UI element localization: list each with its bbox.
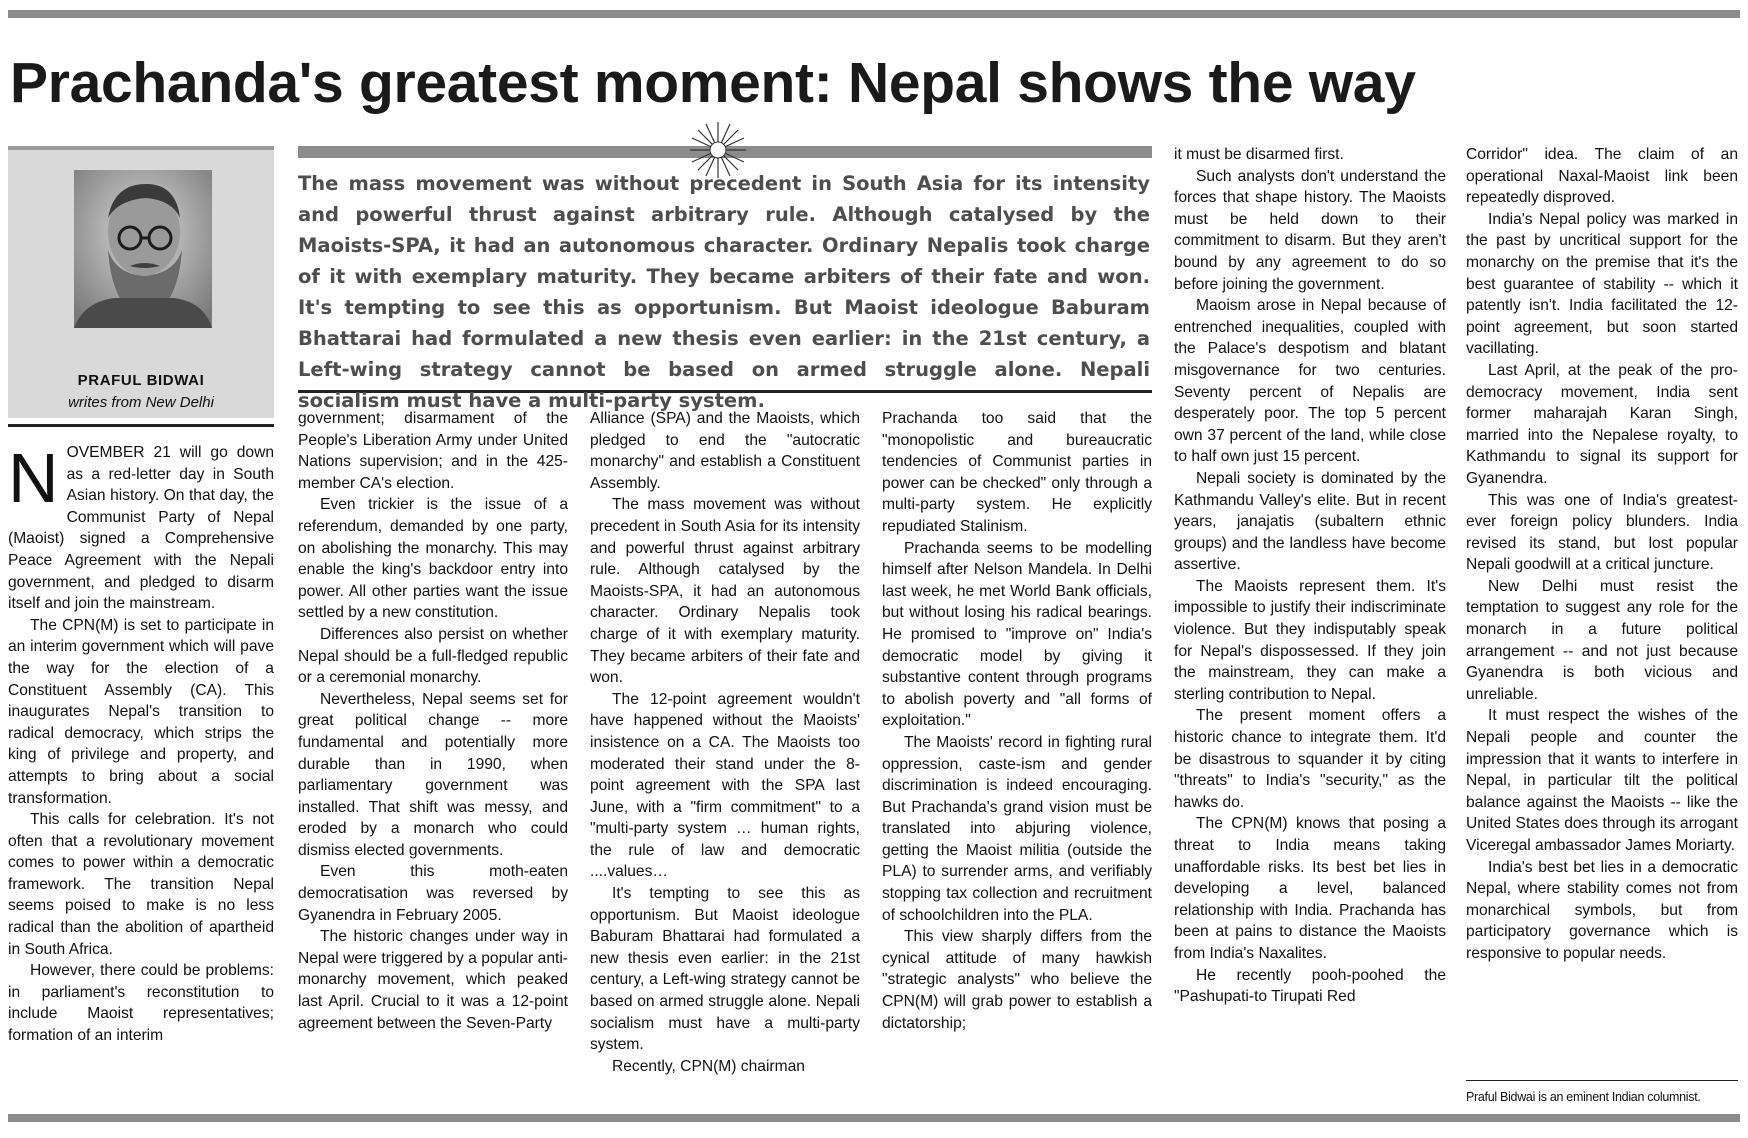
footer-separator-rule xyxy=(1466,1080,1738,1081)
paragraph: government; disarmament of the People's Liberation Army under United Nations supervision; and in the 425-member CA's election. xyxy=(298,410,568,492)
paragraph: India's Nepal policy was marked in the past by uncritical support for the monarchy on the premise that it's the best guarantee of stability -- which it patently isn't. India facilitated the 12-point agreement, but soon started vacillating. xyxy=(1466,210,1738,358)
paragraph: However, there could be problems: in parliament's reconstitution to include Maoist representatives; formation of an interim xyxy=(8,962,274,1045)
article-column-1 xyxy=(8,439,274,1102)
paragraph: Maoism arose in Nepal because of entrenched inequalities, coupled with the Palace's despotism and blatant misgovernance for two centuries. Seventy percent of Nepalis are desperately poor. The top 5 percent own 37 percent of the land, while close to half own just 15 percent. xyxy=(1174,297,1446,466)
paragraph: This calls for celebration. It's not often that a revolutionary movement comes to power within a democratic framework. The transition Nepal seems poised to make is no less radical than the abolition of apartheid in South Africa. xyxy=(8,811,274,958)
paragraph: NOVEMBER 21 will go down as a red-letter day in South Asian history. On that day, the Communist Party of Nepal (Maoist) signed a Comprehensive Peace Agreement with the Nepali government, and pledged to disarm itself and join the mainstream. xyxy=(8,439,274,613)
bottom-rule xyxy=(8,1114,1740,1122)
paragraph: Recently, CPN(M) chairman xyxy=(612,1057,805,1075)
paragraph: He recently pooh-poohed the "Pashupati-to Tirupati Red xyxy=(1174,966,1446,1006)
author-name: PRAFUL BIDWAI xyxy=(77,372,205,389)
article-column-2 xyxy=(298,408,568,1102)
author-photo xyxy=(74,170,212,328)
paragraph: Such analysts don't understand the forces that shape history. The Maoists must be held down to their commitment to disarm. But they aren't bound by any agreement to do so before joining the government. xyxy=(1174,167,1446,293)
paragraph: The CPN(M) is set to participate in an interim government which will pave the way for the election of a Constituent Assembly (CA). This inaugurates Nepal's transition to radical democracy, which strips the king of privilege and property, and attempts to bring about a social transformation. xyxy=(8,616,274,807)
article-column-3 xyxy=(590,408,860,1102)
paragraph: The CPN(M) knows that posing a threat to India means taking unaffordable risks. Its best bet lies in developing a level, balanced relationship with India. Prachanda has been at pains to distance the Maoists from India's Naxalites. xyxy=(1174,815,1446,962)
article-column-5 xyxy=(1174,144,1446,1102)
paragraph: This was one of India's greatest-ever foreign policy blunders. India revised its stand, but lost popular Nepali goodwill at a critical juncture. xyxy=(1466,491,1738,574)
paragraph: Even trickier is the issue of a referendum, demanded by one party, on abolishing the monarchy. This may enable the king's backdoor entry into power. All other parties want the issue settled by a new constitution. xyxy=(298,496,568,622)
paragraph: Prachanda seems to be modelling himself after Nelson Mandela. In Delhi last week, he met World Bank officials, but without losing his radical bearings. He promised to "improve on" India's democratic model by giving it substantive content through programs to abolish poverty and "all forms of exploitation." xyxy=(882,539,1152,730)
pull-quote: The mass movement was without precedent in South Asia for its intensity and powerful thrust against arbitrary rule. Although catalysed by the Maoists-SPA, it had an autonomous character. Ordinary Nepalis took charge of it with exemplary maturity. They became arbiters of their fate and won. It's tempting to see this as opportunism. But Maoist ideologue Baburam Bhattarai had formulated a new thesis even earlier: in the 21st century, a Left-wing strategy cannot be based on armed struggle alone. Nepali socialism must have a multi-party system. xyxy=(298,172,1150,412)
paragraph: The 12-point agreement wouldn't have happened without the Maoists' insistence on a CA. The Maoists too moderated their stand under the 8-point agreement with the SPA last June, with a "firm commitment" to a "multi-party system … human rights, the rule of law and democratic ....values… xyxy=(590,690,860,881)
author-box xyxy=(8,146,274,418)
paragraph: Even this moth-eaten democratisation was reversed by Gyanendra in February 2005. xyxy=(298,863,568,924)
paragraph: The Maoists represent them. It's impossible to justify their indiscriminate violence. But they indisputably speak for Nepal's dispossessed. If they join the mainstream, they can make a sterling contribution to Nepal. xyxy=(1174,577,1446,703)
paragraph: Alliance (SPA) and the Maoists, which pledged to end the "autocratic monarchy" and establish a Constituent Assembly. xyxy=(590,410,860,492)
paragraph: The present moment offers a historic chance to integrate them. It'd be disastrous to squander it by citing "threats" to India's "security," as the hawks do. xyxy=(1174,707,1446,811)
column-header-rule-left xyxy=(8,424,274,427)
drop-cap: N xyxy=(8,439,59,517)
paragraph: it must be disarmed first. xyxy=(1174,146,1344,163)
author-location: writes from New Delhi xyxy=(68,394,214,411)
article-column-4 xyxy=(882,408,1152,1102)
author-note: Praful Bidwai is an eminent Indian columnist. xyxy=(1466,1090,1701,1104)
top-rule xyxy=(8,10,1740,18)
paragraph: Nevertheless, Nepal seems set for great political change -- more fundamental and potentially more durable than in 1990, when parliamentary government was installed. That shift was messy, and eroded by a monarch who could dismiss elected governments. xyxy=(298,690,568,859)
paragraph: The historic changes under way in Nepal were triggered by a popular anti-monarchy movement, which peaked last April. Crucial to it was a 12-point agreement between the Seven-Party xyxy=(298,928,568,1032)
paragraph: India's best bet lies in a democratic Nepal, where stability comes not from monarchical symbols, but from participatory governance which is responsive to popular needs. xyxy=(1466,858,1738,962)
article-column-6 xyxy=(1466,144,1738,1074)
headline: Prachanda's greatest moment: Nepal shows the way xyxy=(10,51,1416,115)
paragraph: Last April, at the peak of the pro-democracy movement, India sent former maharajah Karan Singh, married into the Nepalese royalty, to Kathmandu to signal its support for Gyanendra. xyxy=(1466,361,1738,487)
paragraph: The mass movement was without precedent in South Asia for its intensity and powerful thrust against arbitrary rule. Although catalysed by the Maoists-SPA, it had an autonomous character. Ordinary Nepalis took charge of it with exemplary maturity. They became arbiters of their fate and won. xyxy=(590,496,860,687)
paragraph: New Delhi must resist the temptation to suggest any role for the monarch in a future political arrangement -- and not just because Gyanendra is both vicious and unreliable. xyxy=(1466,577,1738,703)
paragraph: This view sharply differs from the cynical attitude of many hawkish "strategic analysts" who believe the CPN(M) will grab power to establish a dictatorship; xyxy=(882,928,1152,1032)
paragraph: Corridor" idea. The claim of an operational Naxal-Maoist link been repeatedly disproved. xyxy=(1466,146,1738,207)
paragraph: Prachanda too said that the "monopolistic and bureaucratic tendencies of Communist parties in power can be checked" only through a multi-party system. He explicitly repudiated Stalinism. xyxy=(882,410,1152,535)
paragraph: Differences also persist on whether Nepal should be a full-fledged republic or a ceremonial monarchy. xyxy=(298,625,568,687)
paragraph: The Maoists' record in fighting rural oppression, caste-ism and gender discrimination is indeed encouraging. But Prachanda's grand vision must be translated into abjuring violence, getting the Maoist militia (outside the PLA) to surrender arms, and verifiably stopping tax collection and recruitment of schoolchildren into the PLA. xyxy=(882,733,1152,924)
paragraph: It's tempting to see this as opportunism. But Maoist ideologue Baburam Bhattarai had formulated a new thesis even earlier: in the 21st century, a Left-wing strategy cannot be based on armed struggle alone. Nepali socialism must have a multi-party system. xyxy=(590,885,860,1054)
paragraph: Nepali society is dominated by the Kathmandu Valley's elite. But in recent years, janajatis (subaltern ethnic groups) and the landless have become assertive. xyxy=(1174,469,1446,574)
paragraph: It must respect the wishes of the Nepali people and counter the impression that it wants to interfere in Nepal, in particular tilt the political balance against the Maoists -- like the United States does through its arrogant Viceregal ambassador James Moriarty. xyxy=(1466,707,1738,854)
